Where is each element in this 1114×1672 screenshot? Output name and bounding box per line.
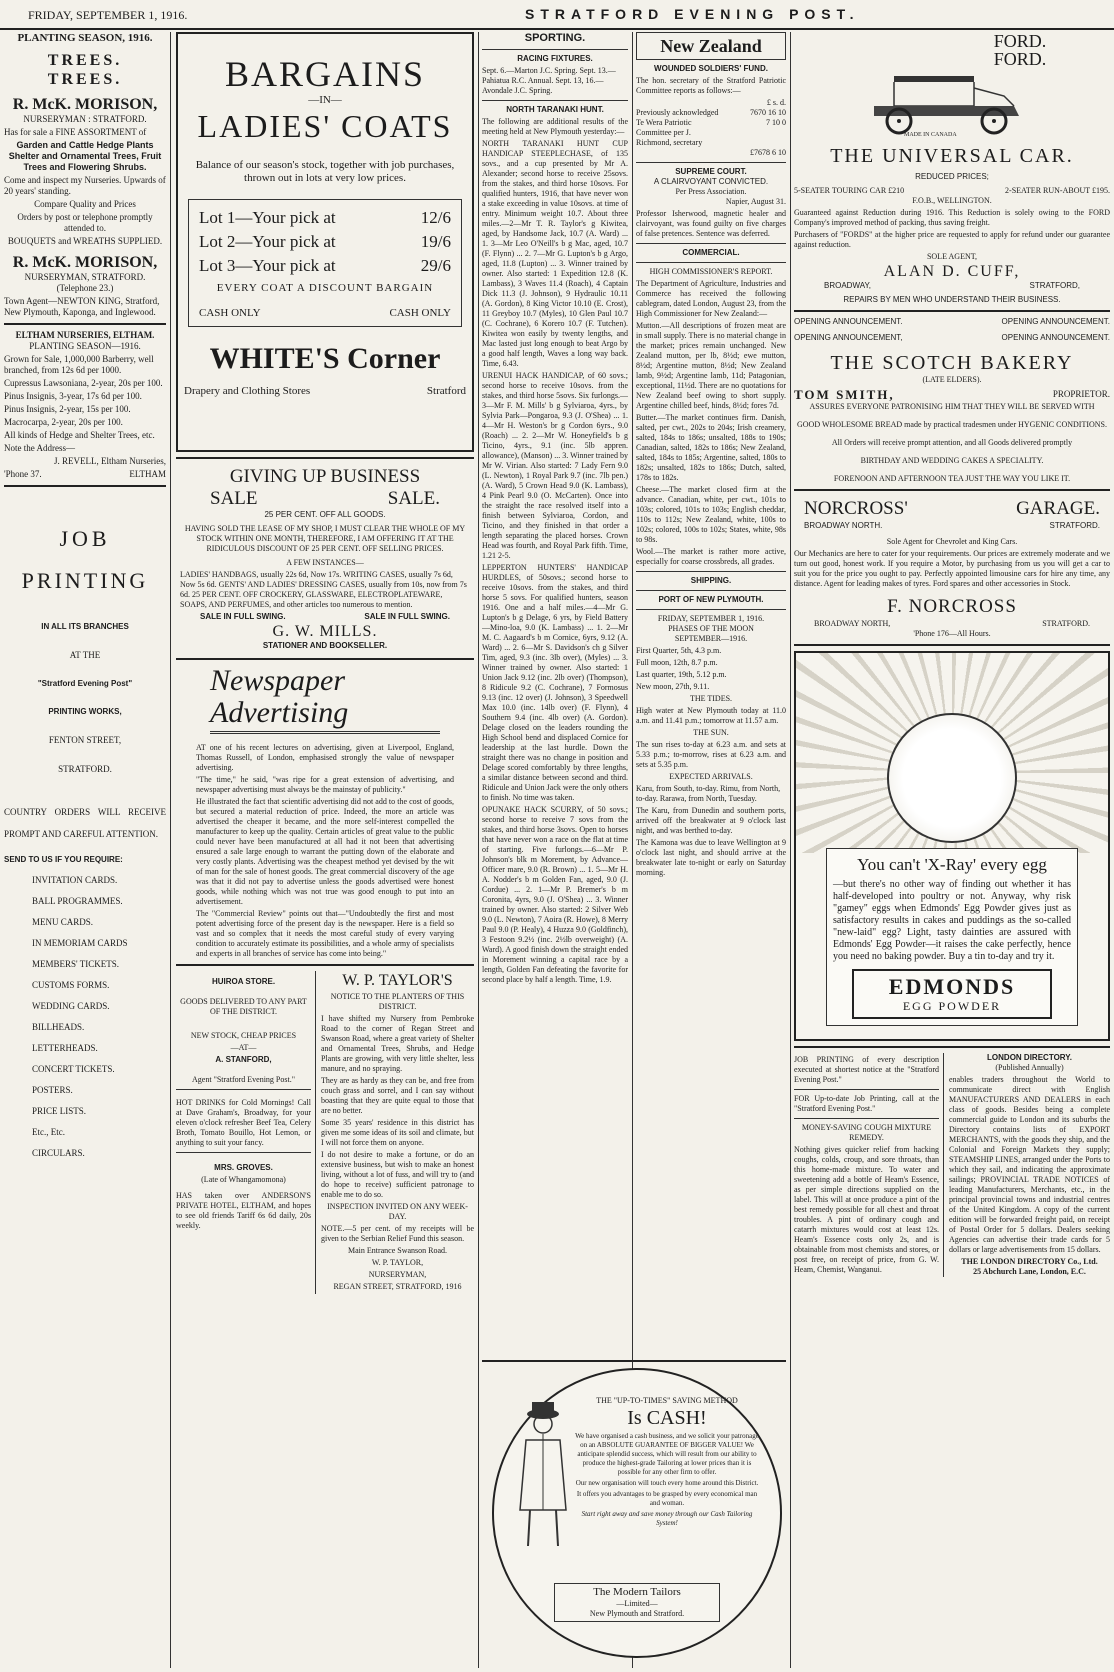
notices-left <box>794 1053 944 1277</box>
mills-name: G. W. MILLS. <box>272 623 378 640</box>
moon-row: First Quarter, 5th, 4.3 p.m. <box>636 646 722 655</box>
moon-row: Full moon, 12th, 8.7 p.m. <box>636 658 718 667</box>
notices-right <box>944 1053 1110 1277</box>
giving-up-ad <box>176 464 474 653</box>
edmonds-name: EDMONDS <box>888 974 1016 999</box>
agent-text: Agent "Stratford Evening Post." <box>192 1075 295 1084</box>
taylor-name: W. P. TAYLOR, <box>371 1258 424 1267</box>
phone-text: 'Phone 176—All Hours. <box>913 629 991 638</box>
forenoon-text: FORENOON AND AFTERNOON TEA JUST THE WAY YOU LIKE IT. <box>833 474 1071 483</box>
huiroa-column <box>176 971 316 1294</box>
supreme-heading: SUPREME COURT. <box>675 167 747 176</box>
taylor-notice: NOTICE TO THE PLANTERS OF THIS DISTRICT. <box>330 992 465 1011</box>
assures-text: ASSURES EVERYONE PATRONISING HIM THAT THEY WILL BE SERVED WITH <box>809 402 1095 411</box>
taylor-paragraph: I have shifted my Nursery from Pembroke Road to the corner of Regan Street and Swanson Road, where a great variety of Shelter and Ornamental Trees, Shrubs, and Hedge Plants are growing, with very little shelter, less manure, and no spraying. <box>321 1014 474 1073</box>
adv-paragraph: The "Commercial Review" points out that—"Undoubtedly the first and most potent advertising force of the present day is the newspaper. Here is a field so vast and so complex that it needs the most careful study of every varying condition to accurately estimate its possibilities, and a whole army of specialists and experts in all branches of service has come into being." <box>196 909 454 958</box>
job-list <box>4 875 166 1159</box>
sun-heading: THE SUN. <box>693 728 729 737</box>
nursery-name-2: R. McK. MORISON, <box>12 254 158 271</box>
column-4 <box>636 32 786 1316</box>
limited-text: —Limited— <box>616 1599 658 1608</box>
scotch-bakery-heading: THE SCOTCH BAKERY <box>830 352 1074 374</box>
lot-price: 29/6 <box>420 256 451 275</box>
london-text: enables traders throughout the World to communicate direct with English MANUFACTURERS AND DEALERS in each class of goods. Besides being a complete commercial guide to London and its suburbs the Directory contains lists of EXPORT MERCHANTS, with the goods they ship, and the Colonial and Foreign Markets they supply; STEAMSHIP LINES, arranged under the Ports to which they sail, and indicating the approximate sailings; PROVINCIAL TRADE NOTICES of leading Manufacturers, Merchants, etc., in the principal provincial towns and industrial centres of the United Kingdom. A copy of the current edition will be forwarded freight paid, on receipt of Postal Order for 5 dollars. Dealers seeking Agencies can advertise their trade cards for 5 dollars or large advertisements from 15 dollars. <box>949 1075 1110 1254</box>
adv-paragraph: "The time," he said, "was ripe for a great extension of advertising, and newspaper advertising must always be the mainstay of publicity." <box>196 775 454 794</box>
eltham-season: PLANTING SEASON—1916. <box>29 341 141 351</box>
fixtures-text: Sept. 6.—Marton J.C. Spring. Sept. 13.—Pahiatua R.C. Annual. Sept. 13, 16.—Avondale J.C. Spring. <box>482 66 616 95</box>
stratford-3: STRATFORD. <box>1042 619 1090 628</box>
town-agent-text: Town Agent—NEWTON KING, Stratford, New Plymouth, Kaponga, and Inglewood. <box>4 296 160 317</box>
nurseryman-text: NURSERYMAN, <box>368 1270 427 1279</box>
printing-heading: PRINTING <box>21 568 149 593</box>
compare-text: Compare Quality and Prices <box>34 199 136 209</box>
steeplechase-text: NORTH TARANAKI HUNT CUP HANDICAP STEEPLECHASE, of 135 sovs., and a cup presented by Mr A. Alexander; second horse to receive 25sovs. from the stakes, and third horse 10sovs. For qualified hunters, 1916, that have never won a stake exceeding in value 10sovs. at time of entry. Minimum weight 10.7. About three miles.—2—Mr T. R. Taylor's g Kiwitea, aged, by Handsome Jack, 10.7 (A. Ward) ... 1. 3—Mr Leo O'Neill's b g Mac, aged, 10.7 (F. Flynn) ... 2. 7—Mr G. Lupton's b g Argo, aged, 11.8 (Lupton) ... 3. Winner trained by owner. Also started: 1 Expedition 12.8 (K. Lambass), 3 Waves 11.4 (Roach), 4 Captain Dick 11.3 (J. Johnson), 9 Hydraulic 10.11 (A. Gordon), 8 King Victor 10.10 (E. Crost), 11 Greyboy 10.7 (Myles), 10 Glen Paul 10.7 (C. Cochrane), 6 Korero 10.7 (F. Tutchen). Kiwitea won easily by twenty lengths, and Mac lasted just long enough to beat Argo by a good half length, Waves a long way back. Time, 6.43. <box>482 139 628 368</box>
list-item: Macrocarpa, 2-year, 20s per 100. <box>4 417 123 427</box>
divider <box>794 1089 939 1090</box>
commercial-heading: COMMERCIAL. <box>682 248 740 257</box>
shipping-heading: SHIPPING. <box>690 576 732 585</box>
taylor-paragraph: Some 35 years' residence in this district has given me some ideas of its soil and climate, but I will not force them on anyone. <box>321 1118 474 1147</box>
at-text: —AT— <box>230 1043 257 1052</box>
trees-heading: TREES. <box>47 52 123 69</box>
tides-heading: THE TIDES. <box>689 694 733 703</box>
divider <box>794 489 1110 491</box>
broadway-row <box>794 281 1110 291</box>
reduced-prices: REDUCED PRICES; <box>915 172 989 181</box>
lot-row <box>199 254 451 278</box>
country-orders: COUNTRY ORDERS WILL RECEIVE PROMPT AND CAREFUL ATTENTION. <box>4 807 166 839</box>
expected-text: Karu, from South, to-day. Rimu, from North, to-day. Rarawa, from North, Tuesday. <box>636 784 781 803</box>
inspect-text: Come and inspect my Nurseries. Upwards of 20 years' standing. <box>4 175 166 196</box>
sale-right: SALE. <box>387 488 440 509</box>
high-comm-text: The Department of Agriculture, Industries and Commerce has received the following cablegram, dated London, August 23, from the High Commissioner for New Zealand:— <box>636 279 786 318</box>
nursery-place-2: NURSERYMAN, STRATFORD. <box>24 272 146 282</box>
list-item: All kinds of Hedge and Shelter Trees, etc. <box>4 430 155 440</box>
acc-amount: 7 10 0 <box>766 118 786 127</box>
taylor-paragraph: I do not desire to make a fortune, or do an extensive business, but wish to make an honest living, without a lot of fuss, and will try to (and do hope to receive) sufficient patronage to enable me to do so. <box>321 1150 474 1199</box>
late-elders: (LATE ELDERS). <box>922 375 982 384</box>
stanford-name: A. STANFORD, <box>215 1055 272 1064</box>
trees-heading-2: TREES. <box>47 71 123 88</box>
divider <box>636 571 786 572</box>
lots-box <box>188 199 462 327</box>
list-item: MENU CARDS. <box>32 917 94 927</box>
list-item: Grown for Sale, 1,000,000 Barberry, well branched, from 12s 6d per 1000. <box>4 354 154 375</box>
list-item: CONCERT TICKETS. <box>32 1064 115 1074</box>
ford-ad-top <box>794 32 1110 142</box>
cash-only-row <box>199 307 451 320</box>
cuff-name: ALAN D. CUFF, <box>883 263 1021 280</box>
moon-row: Last quarter, 19th, 5.12 p.m. <box>636 670 727 679</box>
stratford-text: STRATFORD. <box>58 764 112 774</box>
lot-price: 12/6 <box>420 208 451 227</box>
stratford-2: STRATFORD. <box>1049 521 1100 530</box>
opening-left-2: OPENING ANNOUNCEMENT, <box>794 333 903 342</box>
clairvoyant-heading: A CLAIRVOYANT CONVICTED. <box>653 177 769 186</box>
f-norcross: F. NORCROSS <box>887 596 1017 617</box>
egg-powder-name: EGG POWDER <box>902 999 1002 1013</box>
good-bread-text: GOOD WHOLESOME BREAD made by practical tradesmen under HYGENIC CONDITIONS. <box>796 420 1107 429</box>
opunake-text: OPUNAKE HACK SCURRY, of 50 sovs.; second horse to receive 7 sovs from the stakes, and third horse 3sovs. Open to horses that have never won a race on the flat at time of starting. Five furlongs.—6—Mr P. Johnson's blk m Morement, by Advance—Officer mare, 9.0 (R. Brown) ... 1. 5—Mr H. A. Nodder's b m Golden Fan, aged, 9.0 (J. Cordue) ... 2. 1—Mr P. Bremer's b m Coronita, 4yrs, 9.0 (J. O'Shea) ... 3. Winner trained by owner. Also started: 2 Silver Web 9.0 (L. Newton), 7 Aoira (R. Howe), 8 Merry Paul 9.0 (P. Healy), 4 Huzza 9.0 (Goldfinch), 3 Festoon 9.2½ (inc. 2½lb overweight) (A. Ward). A good finish down the straight ended in Morement winning a capital race by a length, Golden Fan defeating the favorite for second place by half a length. Time, 1.9. <box>482 805 628 984</box>
for-sale-text: Has for sale a FINE ASSORTMENT of <box>4 127 147 137</box>
lot-price: 19/6 <box>420 232 451 251</box>
list-item: CIRCULARS. <box>32 1148 85 1158</box>
acc-label: Te Wera Patriotic Committee per J. Richmond, secretary <box>636 118 703 147</box>
press-text: Per Press Association. <box>675 187 747 196</box>
every-coat: EVERY COAT A DISCOUNT BARGAIN <box>216 282 434 294</box>
clairvoyant-text: Professor Isherwood, magnetic healer and clairvoyant, was found guilty on five charges of false pretences. Sentence was deferred. <box>636 209 786 238</box>
cheese-text: Cheese.—The market closed firm at the advance. Canadian, white, per cwt., 101s to 103s; colored, 101s to 103s; English cheddar, 110s to 112s; New Zealand, white, 100s to 102s; colored, 100s to 102s; States, white, 98s to 98s. <box>636 485 786 544</box>
cough-text: Nothing gives quicker relief from hacking coughs, colds, croup, and sore throats, than this home-made mixture. To water and sweetening add a bottle of Heam's Essence, as per simple directions supplied on the label. This will at once produce a pint of the best remedy possible for all chest and throat troubles. A pint of ordinary cough and catarrh mixtures would cost at least 12s. Heam's Essence costs only 2s, and is obtainable from most chemists and stores, or post free, on receipt of price, from G. W. Heam, Chemist, Wanganui. <box>794 1145 939 1274</box>
list-item: WEDDING CARDS. <box>32 1001 110 1011</box>
north-taranaki-heading: NORTH TARANAKI HUNT. <box>506 105 604 114</box>
ladies-coats-ad <box>176 32 474 452</box>
groves-name: MRS. GROVES. <box>214 1163 273 1172</box>
norcross-text: NORCROSS' <box>804 498 908 519</box>
rule <box>210 731 440 737</box>
stratford-text: Stratford <box>426 385 466 397</box>
drapery-row <box>184 385 466 398</box>
hunt-intro: The following are additional results of the meeting held at New Plymouth yesterday:— <box>482 117 628 136</box>
regan-street: REGAN STREET, STRATFORD, 1916 <box>333 1282 462 1291</box>
at-the: AT THE <box>69 650 101 660</box>
tides-text: High water at New Plymouth today at 11.0 a.m. and 11.41 p.m.; tomorrow at 11.57 a.m. <box>636 706 786 725</box>
column-3 <box>482 32 628 1316</box>
nz-heading: New Zealand <box>660 36 762 56</box>
masthead-date: FRIDAY, SEPTEMBER 1, 1916. <box>28 8 188 22</box>
anderson-text: HAS taken over ANDERSON'S PRIVATE HOTEL, ELTHAM, and hopes to see old friends Tariff 6s 6d daily, 20s weekly. <box>176 1191 311 1230</box>
list-item: Etc., Etc. <box>32 1127 65 1137</box>
taylor-column <box>316 971 474 1294</box>
eltham-heading: ELTHAM NURSERIES, ELTHAM. <box>15 330 155 340</box>
revell-text: J. REVELL, Eltham Nurseries, <box>54 456 166 466</box>
urenui-text: URENUI HACK HANDICAP, of 60 sovs.; second horse to receive 10sovs. from the stakes, and third horse 5sovs. Six furlongs.—3—Mr F. M. Mills' b g Sylviaroa, 4yrs., by Sylvia Park—Pongaroa, 9.3 (J. O'Shea) ... 1. 4—Mr H. Weston's br g Cordon 6yrs., 9.0 (Roach) ... 2. 2—Mr W. Honeyfield's b g Ticino, 4yrs., 9.1 (inc. 5lb appren. allowance), (Manson) ... 3. Winner trained by Mr W. Virian. Also started: 7 Lady Fern 9.0 (L. Newton), 1 Royal Park 9.7 (inc. 7lb pen.) (A. Ward), 5 Crown Head 9.0 (K. Lambass), 4 Pink Pearl 9.0 (O. McCarten). Once into the straight the race resolved itself into a finish between Sylviaroa, Cordon, and Ticino, and they finished in that order a length separating the placed horses. Crown Head was fourth, and Royal Park fifth. Time, 1.21 2-5. <box>482 371 628 560</box>
sporting-heading: SPORTING. <box>524 32 586 44</box>
start-text: Start right away and save money through our Cash Tailoring System! <box>581 1510 753 1527</box>
xray-heading: You can't 'X-Ray' every egg <box>857 855 1047 874</box>
main-entrance: Main Entrance Swanson Road. <box>347 1246 448 1255</box>
nz-banner <box>636 32 786 60</box>
divider <box>176 1089 311 1090</box>
divider <box>636 590 786 591</box>
uptotimes-text: THE "UP-TO-TIMES" SAVING METHOD <box>596 1396 738 1405</box>
opening-left: OPENING ANNOUNCEMENT. <box>794 317 903 326</box>
lot-label: Lot 2—Your pick at <box>199 232 336 251</box>
list-item: Pinus Insignis, 3-year, 17s 6d per 100. <box>4 391 142 401</box>
modern-tailors-box <box>554 1583 720 1622</box>
divider <box>482 100 628 101</box>
ladies-coats-heading: LADIES' COATS <box>197 108 453 144</box>
divider <box>636 262 786 263</box>
wounded-heading: WOUNDED SOLDIERS' FUND. <box>654 64 768 73</box>
tailors-text-1: We have organised a cash business, and we solicit your patronage on an ABSOLUTE GUARANTEE OF BIGGER VALUE! We anticipate splendid success, which will result from our ability to produce the highest-grade Tailoring at lower prices than it is possible for any other firm to offer. <box>575 1432 759 1476</box>
eltham-word: ELTHAM <box>129 469 166 479</box>
karu-text: The Karu, from Dunedin and southern ports, arrived off the breakwater at 9 o'clock last night, and was berthed to-day. <box>636 806 786 835</box>
acc-row <box>636 108 786 118</box>
divider <box>176 457 474 459</box>
fenton-street: FENTON STREET, <box>48 735 122 745</box>
tailors-text-3: It offers you advantages to be grasped by every economical man and woman. <box>576 1490 758 1507</box>
purchasers-text: Purchasers of "FORDS" at the higher price are requested to apply for refund under our guarantee against reduction. <box>794 230 1110 249</box>
divider <box>794 1046 1110 1048</box>
list-item: IN MEMORIAM CARDS <box>32 938 128 948</box>
lot-row <box>199 230 451 254</box>
bottom-ads <box>176 971 474 1294</box>
divider <box>794 644 1110 646</box>
adv-paragraph: He illustrated the fact that scientific advertising did not add to the cost of goods, but secured a material reduction of price. Indeed, the more an article was advertised the cheaper it became, and the more self-interest compelled the manufacturer to keep up the quality. Certain articles of great value to the public could never have been manufactured at all had it not been that advertising ensured a sale large enough to warrant the putting down of the elaborate and very costly plants. Advertising was the cheapest method yet devised by the wit of man for the sale of honest goods. The great commercial discovery of the age was that it did not pay to advertise unless the goods advertised were honest goods, while nothing which was not true was good enough to put into an advertisement. <box>196 797 454 906</box>
published-text: (Published Annually) <box>995 1063 1064 1072</box>
modern-tailors-ad <box>482 1360 786 1666</box>
phone-37: 'Phone 37. <box>4 469 42 479</box>
sun-text: The sun rises to-day at 6.23 a.m. and sets at 5.33 p.m.; to-morrow, rises at 6.23 a.m. and sets at 5.35 p.m. <box>636 740 786 769</box>
made-canada: MADE IN CANADA <box>904 132 957 138</box>
adv-paragraph: AT one of his recent lectures on advertising, given at Liverpool, England, Thomas Russell, of London, emphasised strongly the value of newspaper advertising. <box>196 743 454 772</box>
whangamomona-text: (Late of Whangamomona) <box>201 1175 286 1184</box>
norcross-row <box>794 497 1110 521</box>
having-sold: HAVING SOLD THE LEASE OF MY SHOP, I MUST CLEAR THE WHOLE OF MY STOCK WITHIN ONE MONTH, THEREFORE, I AM OFFERING IT AT THE RIDICULOUS DISCOUNT OF 25 PER CENT. OFF SELLING PRICES. <box>184 524 466 553</box>
divider <box>636 609 786 610</box>
ford-car-icon <box>864 66 1034 136</box>
birthday-text: BIRTHDAY AND WEDDING CAKES A SPECIALITY. <box>860 456 1044 465</box>
inspection-text: INSPECTION INVITED ON ANY WEEK-DAY. <box>327 1202 468 1221</box>
sole-agent: SOLE AGENT, <box>926 252 978 261</box>
in-text: —IN— <box>308 94 342 106</box>
job-printing-text: JOB PRINTING of every description executed at shortest notice at the "Stratford Evening Post." <box>794 1055 939 1084</box>
lepperton-text: LEPPERTON HUNTERS' HANDICAP HURDLES, of 50sovs.; second horse to receive 10sovs. from the stakes, and third horse 5 sovs. For qualified hunters, season 1916. One and a half miles.—4—Mr G. Lupton's b g Delage, 6 yrs, by Field Battery—Mino-loa, 9.0 (K. Lambass) ... 1. 2—Mr M. C. Aagaard's b m Cornice, 6yrs, 9.12 (A. Ward) ... 2. 6—Mr S. Davidson's ch g Silver Tim, aged, 9.3 (inc. 3lb over), (Myles) ... 3. Winner trained by owner. Also started: 1 Union Jack 9.12 (inc. 2lb over) (Thompson), 8 Ridicule 9.2 (C. Cochrane), 7 Formosus 9.13 (inc. 12 over) (J. Johnson), 3 Speedwell Max 10.0 (inc. 14lb over) (F. Flynn), 4 Southern 9.4 (inc. 4lb over) (A. Gordon). Delage closed on the leaders rounding the High School bend and displaced Cornice for leadership at the last hurdle. Down the straight there was no change in position and Delage scored comfortably by three lengths, a similar distance between second and third. Ridicule and Union Jack were the only others to finish. No time was taken. <box>482 563 628 802</box>
all-branches: IN ALL ITS BRANCHES <box>41 622 129 631</box>
stratford-text: STRATFORD, <box>1029 281 1080 290</box>
tailors-content <box>574 1396 760 1530</box>
lot-label: Lot 3—Your pick at <box>199 256 336 275</box>
port-heading: PORT OF NEW PLYMOUTH. <box>658 595 764 604</box>
eltham-list <box>4 354 166 441</box>
taylor-heading: W. P. TAYLOR'S <box>342 972 453 989</box>
acc-row <box>636 118 786 148</box>
kamona-text: The Kamona was due to leave Wellington at 9 o'clock last night, and should arrive at the breakwater late to-night or early on Saturday morning. <box>636 838 786 877</box>
newspaper-heading: Newspaper <box>210 664 345 697</box>
sole-agent-2: Sole Agent for Chevrolet and King Cars. <box>886 537 1018 546</box>
expected-heading: EXPECTED ARRIVALS. <box>669 772 753 781</box>
hot-drinks-text: HOT DRINKS for Cold Mornings! Call at Dave Graham's, Broadway, for your eleven o'clock refresher Beef Tea, Celery Broth, Tomato Bouillo, Hot Lemon, or anything to suit your fancy. <box>176 1098 311 1147</box>
huiroa-heading: HUIROA STORE. <box>211 977 276 986</box>
few-instances: A FEW INSTANCES— <box>286 558 364 567</box>
edmonds-logo <box>852 969 1052 1019</box>
mutton-text: Mutton.—All descriptions of frozen meat are in small supply. There is no material change in the market; prices remain unchanged. New Zealand mutton, per lb, 8½d; ewe mutton, 8½d; Argentine mutton, 8½d; New Zealand lamb, 9½d; Argentine lamb, 11d; Patagonian, exceptional, 11½d. There are no quotations for New Zealand beef owing to short supply. Argentine chilled beef, hinds, 8½d; fores 7d. <box>636 321 786 410</box>
napier-text: Napier, August 31. <box>725 197 786 206</box>
divider <box>176 964 474 966</box>
friday-date: FRIDAY, SEPTEMBER 1, 1916. <box>657 614 765 623</box>
stationer-text: STATIONER AND BOOKSELLER. <box>262 641 388 650</box>
phases-heading: PHASES OF THE MOON <box>668 624 754 633</box>
list-item: LETTERHEADS. <box>32 1043 98 1053</box>
broadway-north-row-2 <box>794 619 1110 629</box>
broadway-north: BROADWAY NORTH. <box>804 521 883 530</box>
newspaper-advertising-article <box>176 665 474 959</box>
broadway-north-2: BROADWAY NORTH, <box>814 619 891 628</box>
price-right: 2-SEATER RUN-ABOUT £195. <box>1005 186 1110 195</box>
per-cent-text: 25 PER CENT. OFF ALL GOODS. <box>264 510 386 519</box>
opening-row <box>794 317 1110 327</box>
repairs-text: REPAIRS BY MEN WHO UNDERSTAND THEIR BUSINESS. <box>843 295 1061 304</box>
acc-label: Previously acknowledged <box>636 108 719 117</box>
nursery-name: R. McK. MORISON, <box>12 96 158 113</box>
butter-text: Butter.—The market continues firm. Danish, salted, per cwt., 202s to 204s; Irish creamery, salted, 184s to 186s; unsalted, 188s to 190s; Canadian, salted, 182s to 186s; New Zealand, salted, 184s to 185s; Argentine, salted, 180s to 182s; unsalted, 182s to 186s; Dutch, salted, 178s to 182s. <box>636 413 786 482</box>
for-job-text: FOR Up-to-date Job Printing, call at the "Stratford Evening Post." <box>794 1094 939 1113</box>
racing-fixtures: RACING FIXTURES. <box>517 54 593 63</box>
london-co: THE LONDON DIRECTORY Co., Ltd. <box>961 1257 1098 1266</box>
egg-ad-panel <box>826 848 1078 1026</box>
nursery-place: NURSERYMAN : STRATFORD. <box>23 114 147 124</box>
lot-row <box>199 206 451 230</box>
proprietor-text: PROPRIETOR. <box>1052 389 1110 399</box>
masthead-title: STRATFORD EVENING POST. <box>525 6 860 22</box>
sun-icon <box>887 713 1017 843</box>
list-item: Cupressus Lawsoniana, 2-year, 20s per 100. <box>4 378 163 388</box>
tailors-text-2: Our new organisation will touch every home around this District. <box>575 1479 759 1487</box>
sale-row <box>180 488 470 510</box>
bargains-heading: BARGAINS <box>224 54 426 94</box>
acc-header: £ s. d. <box>766 98 786 107</box>
is-cash-heading: Is CASH! <box>627 1407 707 1429</box>
sep-name: "Stratford Evening Post" <box>37 679 133 688</box>
ford-heading-2: FORD. <box>993 49 1047 69</box>
cough-heading: MONEY-SAVING COUGH MIXTURE REMEDY. <box>801 1123 932 1142</box>
plants-text: Garden and Cattle Hedge Plants Shelter and Ornamental Trees, Fruit Trees and Flowering Shrubs. <box>8 140 162 172</box>
broadway-north-row <box>794 521 1110 531</box>
sale-full-left: SALE IN FULL SWING. <box>200 612 286 621</box>
lot-label: Lot 1—Your pick at <box>199 208 336 227</box>
cash-only-left: CASH ONLY <box>199 307 261 319</box>
column-rule <box>790 32 791 1668</box>
list-item: BALL PROGRAMMES. <box>32 896 123 906</box>
orders-text: Orders by post or telephone promptly attended to. <box>17 212 153 233</box>
edmonds-egg-ad <box>794 651 1110 1041</box>
gentleman-figure-icon <box>508 1400 578 1550</box>
all-orders-text: All Orders will receive prompt attention, and all Goods delivered promptly <box>831 438 1073 447</box>
send-to-us: SEND TO US IF YOU REQUIRE: <box>4 855 123 864</box>
column-2 <box>176 32 474 1668</box>
list-item: PRICE LISTS. <box>32 1106 87 1116</box>
note-address: Note the Address— <box>4 443 75 453</box>
planting-season-heading: PLANTING SEASON, 1916. <box>17 32 153 44</box>
column-1 <box>4 32 166 1668</box>
moon-row: New moon, 27th, 9.11. <box>636 682 710 691</box>
advertising-heading: Advertising <box>210 696 349 729</box>
divider <box>176 658 474 660</box>
masthead <box>0 0 1114 30</box>
places-text: New Plymouth and Stratford. <box>589 1609 685 1618</box>
fob-text: F.O.B., WELLINGTON. <box>912 196 992 205</box>
acc-total: £7678 6 10 <box>750 148 786 157</box>
divider <box>636 162 786 163</box>
sale-left: SALE <box>210 488 258 509</box>
list-item: MEMBERS' TICKETS. <box>32 959 119 969</box>
guaranteed-text: Guaranteed against Reduction during 1916. This Reduction is solely owing to the FORD Company's improved method of packing, thus saving freight. <box>794 208 1110 227</box>
column-rule <box>478 32 479 1668</box>
divider <box>794 1118 939 1119</box>
new-stock: NEW STOCK, CHEAP PRICES <box>190 1031 297 1040</box>
abchurch-text: 25 Abchurch Lane, London, E.C. <box>973 1267 1086 1276</box>
list-item: Pinus Insignis, 2-year, 15s per 100. <box>4 404 131 414</box>
opening-right: OPENING ANNOUNCEMENT. <box>1001 317 1110 326</box>
divider <box>4 485 166 487</box>
divider <box>482 49 628 50</box>
bouquets-text: BOUQUETS and WREATHS SUPPLIED. <box>7 236 163 246</box>
xray-text: —but there's no other way of finding out whether it has half-developed into poultry or not. Anyway, why risk "gamey" eggs when Edmonds' Egg Powder gives just as satisfactory results in cakes and puddings as the so-called "new-laid" egg? Light, tasty dainties are assured with Edmonds' Egg Powder—it raises the cake perfectly, hence you need no baking powder. Buy a tin to-day and try it. <box>833 879 1071 962</box>
taylor-paragraph: They are as hardy as they can be, and free from couch grass and sorrel, and I can say without boasting that they are quite equal to those that are no better. <box>321 1076 474 1115</box>
phone-row <box>4 469 166 480</box>
sept-heading: SEPTEMBER—1916. <box>674 634 748 643</box>
high-comm-heading: HIGH COMMISSIONER'S REPORT. <box>649 267 773 276</box>
wounded-text: The hon. secretary of the Stratford Patriotic Committee reports as follows:— <box>636 76 786 95</box>
instances-text: LADIES' HANDBAGS, usually 22s 6d, Now 17s. WRITING CASES, usually 7s 6d, Now 5s 6d. GENTS' AND LADIES' DRESSING CASES, usually from 10s, now from 7s 6d. 25 PER CENT. OFF CROCKERY, GLASSWARE, ELECTROPLATEWARE, SOAPS, AND PERFUMES, and other articles too numerous to mention. <box>180 570 467 609</box>
column-5 <box>794 32 1110 1668</box>
sale-full-row <box>180 612 470 622</box>
goods-delivered: GOODS DELIVERED TO ANY PART OF THE DISTRICT. <box>180 997 307 1016</box>
price-left: 5-SEATER TOURING CAR £210 <box>794 186 905 195</box>
tailors-circle <box>492 1368 782 1658</box>
garage-text: GARAGE. <box>1016 498 1100 519</box>
prices-row <box>794 186 1110 196</box>
note-text: NOTE.—5 per cent. of my receipts will be given to the Serbian Relief Fund this season. <box>321 1224 474 1243</box>
column-rule <box>170 32 171 1668</box>
list-item: POSTERS. <box>32 1085 73 1095</box>
telephone-text: (Telephone 23.) <box>56 283 114 293</box>
job-heading: JOB <box>59 526 111 551</box>
wool-text: Wool.—The market is rather more active, especially for coarse crossbreds, all grades. <box>636 547 786 566</box>
universal-heading: THE UNIVERSAL CAR. <box>830 145 1074 167</box>
mechanics-text: Our Mechanics are here to cater for your requirements. Our prices are extremely moderate and we turn out good, honest work. If you require a Motor, by purchasing from us you will get a car to suit you for the price you ought to pay. Perfectly appointed limousine cars for hire any time, any distance. Agent for leading makes of tyres. Ford spares and other accessories in Stock. <box>794 549 1110 588</box>
divider <box>4 323 166 325</box>
whites-corner: WHITE'S Corner <box>209 342 441 375</box>
broadway-text: BROADWAY, <box>824 281 871 290</box>
sale-full-right: SALE IN FULL SWING. <box>364 612 450 621</box>
divider <box>176 1152 311 1153</box>
divider <box>794 310 1110 312</box>
opening-right-2: OPENING ANNOUNCEMENT. <box>1001 333 1110 342</box>
ford-heading-1: FORD. <box>993 32 1047 51</box>
modern-tailors-name: The Modern Tailors <box>593 1586 681 1598</box>
divider <box>636 243 786 244</box>
tom-smith: TOM SMITH, <box>794 387 895 402</box>
giving-up-heading: GIVING UP BUSINESS <box>229 466 421 487</box>
opening-row-2 <box>794 333 1110 343</box>
list-item: INVITATION CARDS. <box>32 875 118 885</box>
list-item: BILLHEADS. <box>32 1022 85 1032</box>
balance-text: Balance of our season's stock, together with job purchases, thrown out in lots at very low prices. <box>195 159 455 184</box>
proprietor-row <box>794 389 1110 400</box>
london-dir-heading: LONDON DIRECTORY. <box>987 1053 1072 1062</box>
printing-works: PRINTING WORKS, <box>48 707 122 716</box>
acc-amount: 7670 16 10 <box>750 108 786 117</box>
cash-only-right: CASH ONLY <box>389 307 451 319</box>
drapery-text: Drapery and Clothing Stores <box>184 385 311 397</box>
list-item: CUSTOMS FORMS. <box>32 980 110 990</box>
bottom-notices <box>794 1053 1110 1277</box>
